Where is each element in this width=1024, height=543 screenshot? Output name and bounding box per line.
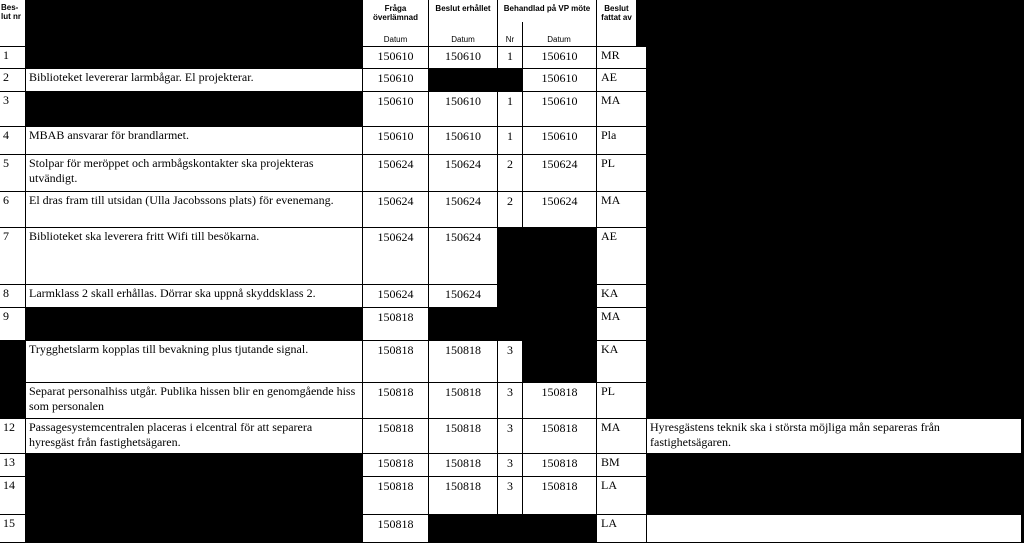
cell-note xyxy=(647,515,1022,543)
cell-nr: 13 xyxy=(0,454,26,477)
cell-d2: 150610 xyxy=(429,47,498,69)
redacted-cell xyxy=(26,47,363,69)
cell-d1: 150624 xyxy=(363,192,429,228)
cell-nr: 7 xyxy=(0,228,26,285)
cell-text: Biblioteket ska leverera fritt Wifi till besökarna. xyxy=(26,228,363,285)
redacted-cell xyxy=(26,454,363,477)
cell-d1: 150818 xyxy=(363,477,429,515)
redacted-cell xyxy=(523,308,597,341)
cell-d1: 150818 xyxy=(363,454,429,477)
cell-nr: 3 xyxy=(0,92,26,127)
cell-vp: 2 xyxy=(498,192,523,228)
cell-by: PL xyxy=(597,155,647,192)
redacted-cell xyxy=(26,308,363,341)
cell-nr: 14 xyxy=(0,477,26,515)
cell-vp: 3 xyxy=(498,477,523,515)
header-behandlad-nr: Nr xyxy=(505,35,515,44)
header-beslut-erhallet-date: Datum xyxy=(451,35,475,44)
cell-text: Passagesystemcentralen placeras i elcentral för att separera hyresgäst från fastighetsägaren. xyxy=(26,419,363,454)
header-beslut-erhallet-label: Beslut erhållet xyxy=(435,4,491,13)
redacted-cell xyxy=(429,515,498,543)
redacted-cell xyxy=(647,127,1022,155)
cell-d2: 150818 xyxy=(429,454,498,477)
redacted-cell xyxy=(647,477,1022,515)
redacted-cell xyxy=(647,341,1022,383)
cell-d1: 150818 xyxy=(363,308,429,341)
cell-by: KA xyxy=(597,285,647,308)
cell-nr: 2 xyxy=(0,69,26,92)
cell-nr: 15 xyxy=(0,515,26,543)
cell-text: Larmklass 2 skall erhållas. Dörrar ska uppnå skyddsklass 2. xyxy=(26,285,363,308)
header-fraga-label: Fråga överlämnad xyxy=(373,4,418,22)
cell-by: BM xyxy=(597,454,647,477)
cell-text: MBAB ansvarar för brandlarmet. xyxy=(26,127,363,155)
redacted-cell xyxy=(26,92,363,127)
cell-note: Hyresgästens teknik ska i största möjliga mån separeras från fastighetsägaren. xyxy=(647,419,1022,454)
redacted-cell xyxy=(523,515,597,543)
cell-vpd: 150818 xyxy=(523,383,597,419)
cell-vp: 3 xyxy=(498,454,523,477)
redacted-cell xyxy=(647,228,1022,285)
cell-vpd: 150818 xyxy=(523,454,597,477)
redacted-cell xyxy=(647,155,1022,192)
cell-by: KA xyxy=(597,341,647,383)
redacted-cell xyxy=(498,69,523,92)
cell-vp: 1 xyxy=(498,92,523,127)
cell-vpd: 150818 xyxy=(523,477,597,515)
cell-vpd: 150610 xyxy=(523,127,597,155)
redacted-cell xyxy=(429,69,498,92)
cell-by: LA xyxy=(597,477,647,515)
redacted-cell xyxy=(647,285,1022,308)
cell-vpd: 150624 xyxy=(523,192,597,228)
cell-by: Pla xyxy=(597,127,647,155)
cell-d2: 150610 xyxy=(429,92,498,127)
cell-d1: 150818 xyxy=(363,341,429,383)
header-fraga-date: Datum xyxy=(383,35,408,44)
cell-nr: 4 xyxy=(0,127,26,155)
cell-nr: 1 xyxy=(0,47,26,69)
cell-by: AE xyxy=(597,228,647,285)
cell-vp: 1 xyxy=(498,47,523,69)
cell-by: MR xyxy=(597,47,647,69)
cell-d1: 150610 xyxy=(363,47,429,69)
cell-d2: 150624 xyxy=(429,285,498,308)
redacted-cell xyxy=(647,47,1022,69)
redacted-cell xyxy=(26,477,363,515)
cell-nr: 12 xyxy=(0,419,26,454)
cell-vp: 3 xyxy=(498,419,523,454)
cell-d1: 150610 xyxy=(363,127,429,155)
cell-d2: 150624 xyxy=(429,192,498,228)
cell-by: MA xyxy=(597,92,647,127)
cell-text: El dras fram till utsidan (Ulla Jacobssons plats) för evenemang. xyxy=(26,192,363,228)
redacted-cell xyxy=(498,285,523,308)
redacted-cell xyxy=(647,69,1022,92)
redacted-cell xyxy=(498,308,523,341)
redacted-cell xyxy=(647,383,1022,419)
redacted-cell xyxy=(0,341,26,383)
header-beslut-nr: Bes- lut nr xyxy=(0,0,26,47)
cell-d2: 150818 xyxy=(429,383,498,419)
redacted-cell xyxy=(523,228,597,285)
cell-d2: 150624 xyxy=(429,155,498,192)
cell-vpd: 150610 xyxy=(523,92,597,127)
redacted-cell xyxy=(523,341,597,383)
cell-nr: 9 xyxy=(0,308,26,341)
cell-by: MA xyxy=(597,419,647,454)
redacted-cell xyxy=(429,308,498,341)
cell-text: Trygghetslarm kopplas till bevakning plus tjutande signal. xyxy=(26,341,363,383)
cell-vpd: 150610 xyxy=(523,47,597,69)
cell-vp: 1 xyxy=(498,127,523,155)
cell-by: MA xyxy=(597,308,647,341)
cell-nr: 6 xyxy=(0,192,26,228)
cell-text: Stolpar för meröppet och armbågskontakter ska projekteras utvändigt. xyxy=(26,155,363,192)
cell-vp: 3 xyxy=(498,341,523,383)
cell-vpd: 150610 xyxy=(523,69,597,92)
cell-text: Biblioteket levererar larmbågar. El projekterar. xyxy=(26,69,363,92)
cell-nr: 8 xyxy=(0,285,26,308)
cell-d1: 150818 xyxy=(363,515,429,543)
cell-by: LA xyxy=(597,515,647,543)
cell-d2: 150818 xyxy=(429,341,498,383)
cell-d1: 150624 xyxy=(363,285,429,308)
redacted-cell xyxy=(0,383,26,419)
header-divider xyxy=(522,22,523,47)
cell-d2: 150818 xyxy=(429,477,498,515)
cell-nr: 5 xyxy=(0,155,26,192)
cell-d1: 150818 xyxy=(363,383,429,419)
redacted-cell xyxy=(647,92,1022,127)
cell-d1: 150818 xyxy=(363,419,429,454)
cell-vp: 3 xyxy=(498,383,523,419)
cell-d2: 150818 xyxy=(429,419,498,454)
header-behandlad-date: Datum xyxy=(547,35,571,44)
header-behandlad-label: Behandlad på VP möte xyxy=(503,4,591,13)
cell-d1: 150610 xyxy=(363,69,429,92)
cell-vpd: 150818 xyxy=(523,419,597,454)
header-fattat-av: Beslut fattat av xyxy=(597,0,637,47)
cell-by: MA xyxy=(597,192,647,228)
header-behandlad xyxy=(498,0,597,47)
redacted-cell xyxy=(523,285,597,308)
cell-by: PL xyxy=(597,383,647,419)
redacted-cell xyxy=(26,515,363,543)
cell-d1: 150624 xyxy=(363,228,429,285)
redacted-cell xyxy=(498,515,523,543)
redacted-cell xyxy=(647,192,1022,228)
header-beslut-erhallet xyxy=(429,0,498,47)
cell-by: AE xyxy=(597,69,647,92)
redacted-cell xyxy=(647,454,1022,477)
cell-d1: 150624 xyxy=(363,155,429,192)
cell-vpd: 150624 xyxy=(523,155,597,192)
cell-d2: 150624 xyxy=(429,228,498,285)
cell-d2: 150610 xyxy=(429,127,498,155)
cell-d1: 150610 xyxy=(363,92,429,127)
cell-text: Separat personalhiss utgår. Publika hissen blir en genomgående hiss som personalen xyxy=(26,383,363,419)
cell-vp: 2 xyxy=(498,155,523,192)
header-fraga xyxy=(363,0,429,47)
redacted-cell xyxy=(498,228,523,285)
redacted-cell xyxy=(647,308,1022,341)
